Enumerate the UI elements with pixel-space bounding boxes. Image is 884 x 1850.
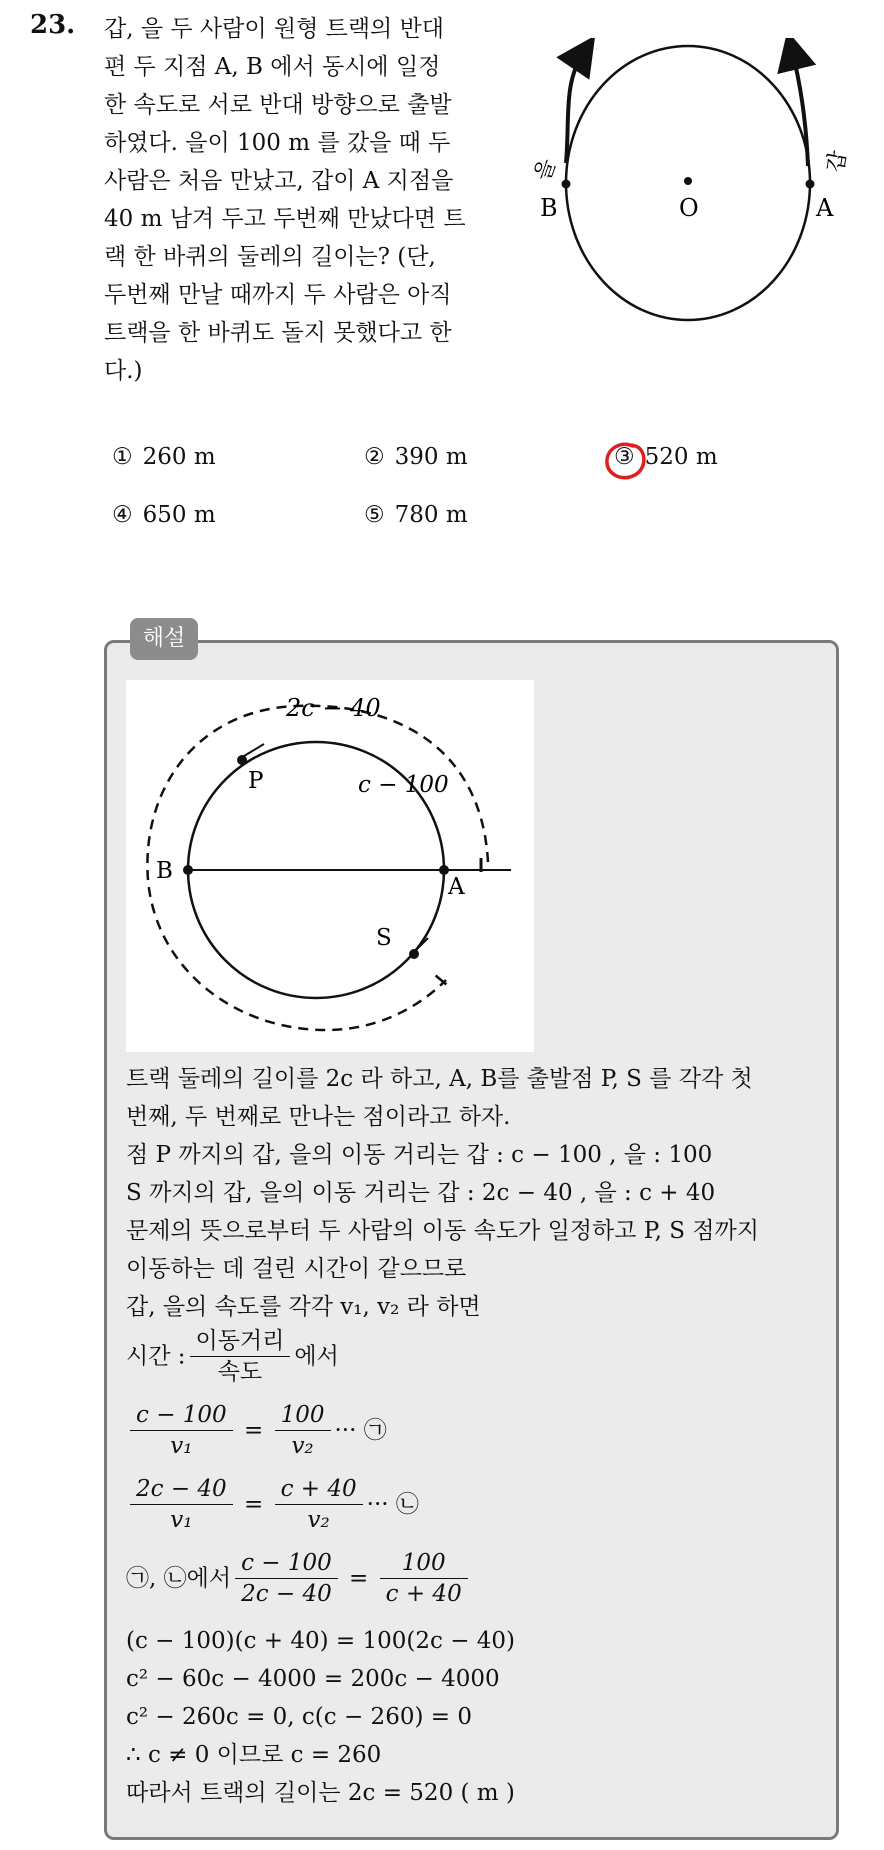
frac-den: v₁ [170,1433,193,1459]
choice-mark: ② [364,444,385,470]
label-B: B [540,194,558,222]
frac-den: c + 40 [385,1581,462,1607]
selected-answer-circle [603,440,649,482]
point-O [684,177,692,185]
point-P [237,755,247,765]
explanation-line: 트랙 둘레의 길이를 2c 라 하고, A, B를 출발점 P, S 를 각각 첫 [126,1066,753,1092]
eq2-tail: ··· ㉡ [366,1491,419,1518]
eq1-tail: ··· ㉠ [334,1417,387,1444]
question-line: 랙 한 바퀴의 둘레의 길이는? (단, [104,244,436,270]
label-gap: 갑 [823,148,852,175]
explanation-text [126,1060,826,1812]
question-line: 다.) [104,358,143,384]
frac-num: c + 40 [275,1474,363,1505]
equation-3 [126,1548,826,1622]
choice-4[interactable] [112,502,216,528]
track-figure [518,38,858,328]
choice-text: 260 m [142,444,216,470]
time-prefix: 시간 : [126,1343,186,1370]
choice-2[interactable] [364,444,468,470]
outer-dashed-arc [147,706,488,1030]
explanation-line: 번째, 두 번째로 만나는 점이라고 하자. [126,1104,511,1130]
question-line: 갑, 을 두 사람이 원형 트랙의 반대 [104,16,445,42]
equation-1 [126,1400,826,1474]
question-line: 편 두 지점 A, B 에서 동시에 일정 [104,54,441,80]
frac-den: v₁ [170,1507,193,1533]
choice-mark: ⑤ [364,502,385,528]
frac-num: 100 [275,1400,331,1431]
frac-den: v₂ [307,1507,330,1533]
eq2-left [130,1474,233,1535]
eq1-left [130,1400,233,1461]
frac-num: c − 100 [130,1400,233,1431]
choice-mark: ④ [112,502,133,528]
choice-text: 780 m [394,502,468,528]
choice-5[interactable] [364,502,468,528]
equation-2 [126,1474,826,1548]
point-B [562,180,571,189]
solution-step: c² − 60c − 4000 = 200c − 4000 [126,1666,500,1692]
explanation-figure [126,680,534,1052]
choice-text: 520 m [644,444,718,470]
eq1-right [275,1400,331,1461]
question-line: 한 속도로 서로 반대 방향으로 출발 [104,92,452,118]
question-line: 사람은 처음 만났고, 갑이 A 지점을 [104,168,454,194]
label-P: P [248,768,264,794]
choice-mark: ③ [614,444,635,470]
point-B-2 [183,865,193,875]
frac-num: 2c − 40 [130,1474,233,1505]
frac-num: 이동거리 [190,1326,291,1357]
equals: = [236,1491,271,1518]
choice-1[interactable] [112,444,216,470]
eq3-left [235,1548,338,1609]
explanation-line: 이동하는 데 걸린 시간이 같으므로 [126,1256,467,1282]
explanation-line: S 까지의 갑, 을의 이동 거리는 갑 : 2c − 40 , 을 : c + 40 [126,1180,716,1206]
question-line: 40 m 남겨 두고 두번째 만났다면 트 [104,206,466,232]
solution-step: ∴ c ≠ 0 이므로 c = 260 [126,1742,382,1768]
arrow-gap [792,50,808,166]
choice-text: 390 m [394,444,468,470]
equals: = [236,1417,271,1444]
explanation-diagram [126,680,534,1052]
solution-step: c² − 260c = 0, c(c − 260) = 0 [126,1704,472,1730]
label-outer: 2c − 40 [286,694,381,722]
label-S: S [376,925,392,951]
explanation-line: 점 P 까지의 갑, 을의 이동 거리는 갑 : c − 100 , 을 : 100 [126,1142,713,1168]
time-suffix: 에서 [294,1343,339,1370]
question-line: 트랙을 한 바퀴도 돌지 못했다고 한 [104,320,452,346]
label-eul: 을 [530,155,562,185]
explanation-line: 문제의 뜻으로부터 두 사람의 이동 속도가 일정하고 P, S 점까지 [126,1218,759,1244]
equals: = [341,1565,376,1592]
frac-den: 2c − 40 [241,1581,332,1607]
frac-num: c − 100 [235,1548,338,1579]
choice-mark: ① [112,444,133,470]
question-number: 23. [30,10,76,40]
explanation-line: 갑, 을의 속도를 각각 v₁, v₂ 라 하면 [126,1294,481,1320]
solution-step: (c − 100)(c + 40) = 100(2c − 40) [126,1628,516,1654]
frac-num: 100 [380,1548,468,1579]
time-fraction [190,1326,291,1387]
label-B-2: B [156,858,173,884]
point-A [806,180,815,189]
explanation-tag: 해설 [130,618,198,660]
solution-step: 따라서 트랙의 길이는 2c = 520 ( m ) [126,1780,515,1806]
arrow-eul [566,52,584,163]
label-A: A [816,194,834,222]
eq3-prefix: ㉠, ㉡에서 [126,1565,232,1592]
time-formula [126,1326,826,1400]
label-O: O [679,194,699,222]
point-S [409,949,419,959]
eq2-right [275,1474,363,1535]
frac-den: 속도 [217,1359,263,1385]
label-inner: c − 100 [358,772,449,798]
question-line: 두번째 만날 때까지 두 사람은 아직 [104,282,452,308]
question-text [104,10,504,390]
question-line: 하였다. 을이 100 m 를 갔을 때 두 [104,130,451,156]
label-A-2: A [448,874,465,900]
eq3-right [380,1548,468,1609]
frac-den: v₂ [291,1433,314,1459]
choice-text: 650 m [142,502,216,528]
